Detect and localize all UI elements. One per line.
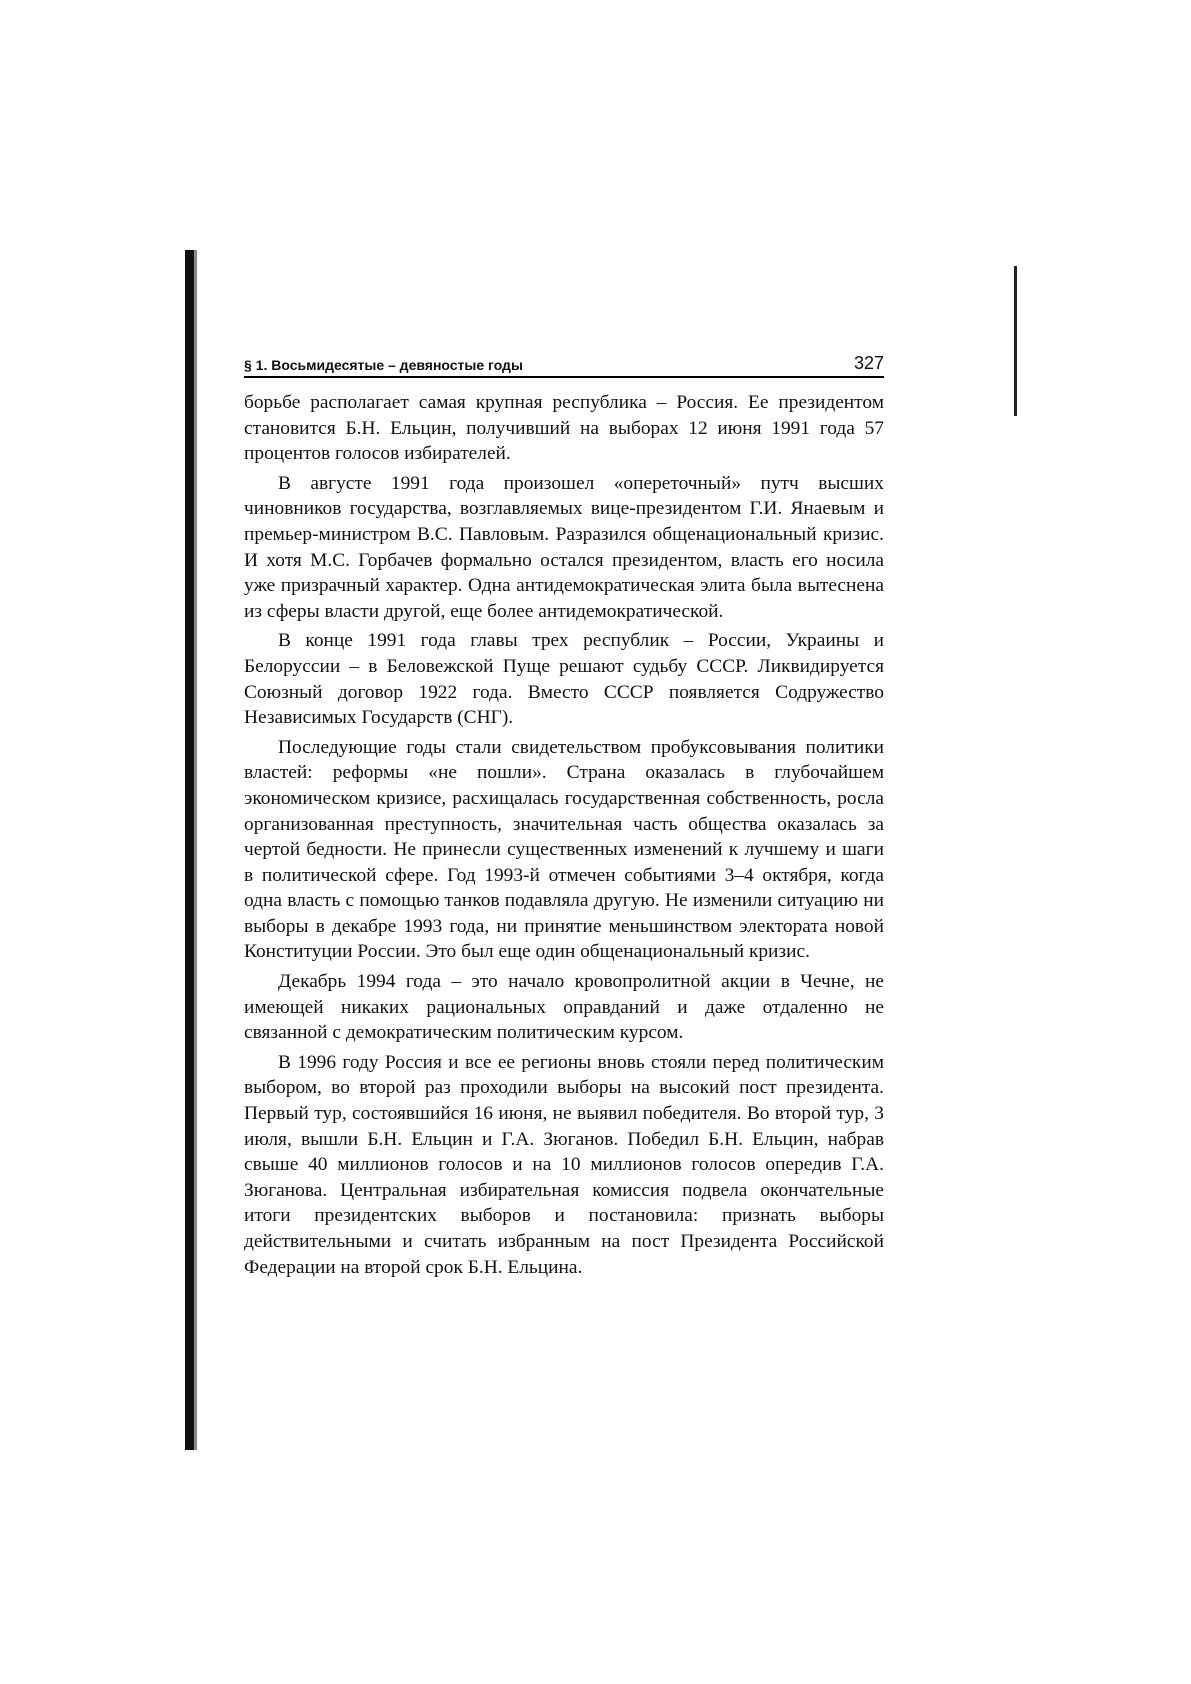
- scan-right-edge-mark: [1014, 266, 1017, 416]
- body-text: [244, 390, 884, 1284]
- paragraph-4: Последующие годы стали свидетельством пробуксовывания политики властей: реформы «не пошли». Страна оказалась в глубочайшем экономическом кризисе, расхищалась государственная собственность, росла организованная преступность, значительная часть общества оказалась за чертой бедности. Не принесли существенных изменений к лучшему и шаги в политической сфере. Год 1993-й отмечен событиями 3–4 октября, когда одна власть с помощью танков подавляла другую. Не изменили ситуацию ни выборы в декабре 1993 года, ни принятие меньшинством электората новой Конституции России. Это был еще один общенациональный кризис.: [244, 736, 884, 963]
- paragraph-2: В августе 1991 года произошел «опереточный» путч высших чиновников государства, возглавляемых вице-президентом Г.И. Янаевым и премьер-министром В.С. Павловым. Разразился общенациональный кризис. И хотя М.С. Горбачев формально остался президентом, власть его носила уже призрачный характер. Одна антидемократическая элита была вытеснена из сферы власти другой, еще более антидемократической.: [244, 472, 884, 622]
- paragraph-6: В 1996 году Россия и все ее регионы вновь стояли перед политическим выбором, во второй раз проходили выборы на высокий пост президента. Первый тур, состоявшийся 16 июня, не выявил победителя. Во второй тур, 3 июля, вышли Б.Н. Ельцин и Г.А. Зюганов. Победил Б.Н. Ельцин, набрав свыше 40 миллионов голосов и на 10 миллионов голосов опередив Г.А. Зюганова. Центральная избирательная комиссия подвела окончательные итоги президентских выборов и постановила: признать выборы действительными и считать избранным на пост Президента Российской Федерации на второй срок Б.Н. Ельцина.: [244, 1051, 884, 1278]
- page-header: [244, 350, 884, 378]
- scan-binding-shadow: [194, 250, 197, 1450]
- paragraph-3: В конце 1991 года главы трех республик – России, Украины и Белоруссии – в Беловежской Пуще решают судьбу СССР. Ликвидируется Союзный договор 1922 года. Вместо СССР появляется Содружество Независимых Государств (СНГ).: [244, 630, 884, 729]
- paragraph-5: Декабрь 1994 года – это начало кровопролитной акции в Чечне, не имеющей никаких рациональных оправданий и даже отдаленно не связанной с демократическим политическим курсом.: [244, 971, 884, 1044]
- page-number: 327: [853, 353, 884, 373]
- scan-binding-edge: [185, 250, 194, 1450]
- running-title: § 1. Восьмидесятые – девяностые годы: [244, 357, 523, 373]
- paragraph-1: борьбе располагает самая крупная республика – Россия. Ее президентом становится Б.Н. Ельцин, получивший на выборах 12 июня 1991 года 57 процентов голосов избирателей.: [244, 392, 884, 465]
